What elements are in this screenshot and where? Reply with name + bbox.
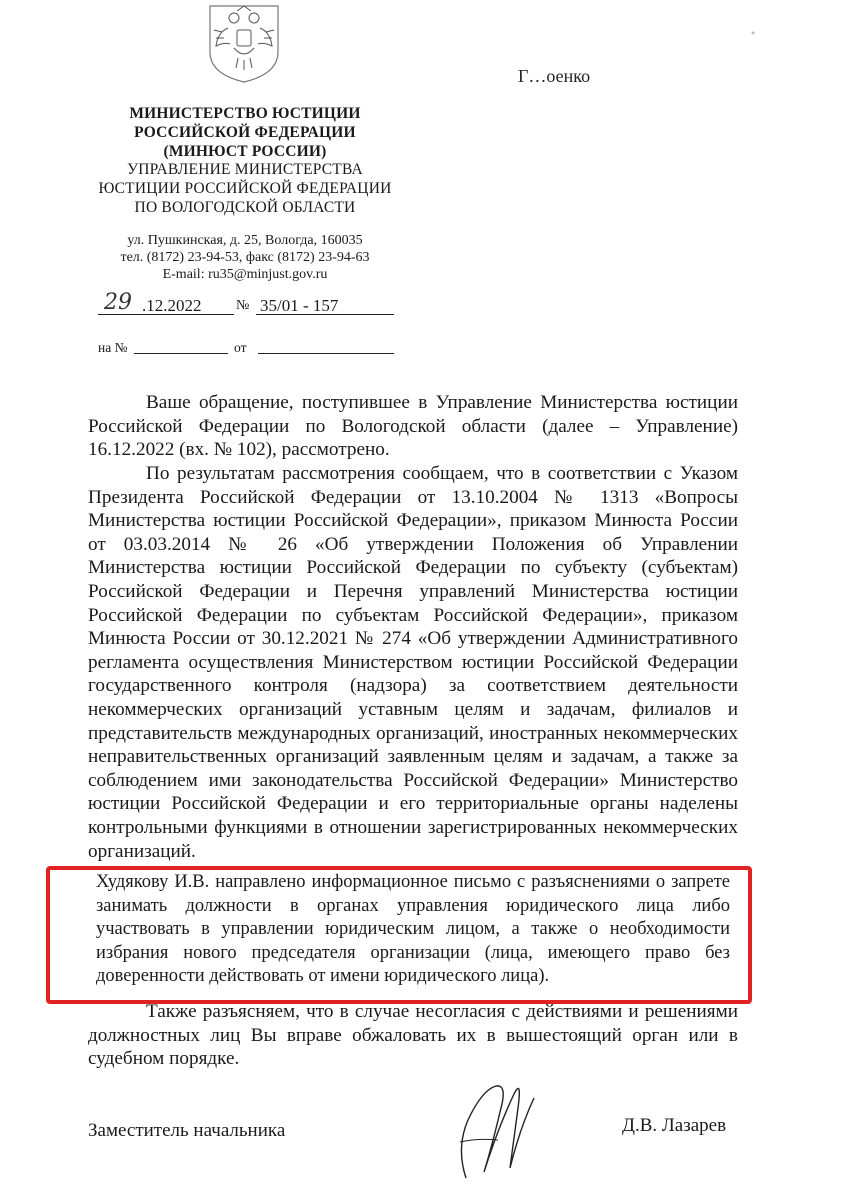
paragraph-2: По результатам рассмотрения сообщаем, что в соответствии с Указом Президента Российской Федерации от 13.10.2004 № 1313 «Вопросы Министерства юстиции Российской Федерации», приказом Минюста России от 03.03.2014 № 26 «Об утверждении Положения об Управлении Министерства юстиции Российской Федерации по субъекту (субъектам) Российской Федерации и Перечня управлений Министерства юстиции Российской Федерации по субъектам Российской Федерации», приказом Минюста России от 30.12.2021 № 274 «Об утверждении Административного регламента осуществления Министерством юстиции Российской Федерации государственного контроля (надзора) за соответствием деятельности некоммерческих организаций уставным целям и задачам, филиалов и представительств международных организаций, иностранных некоммерческих неправительственных организаций заявленным целям и задачам, а также за соблюдением ими законодательства Российской Федерации» Министерство юстиции Российской Федерации и его территориальные органы наделены контрольными функциями в отношении зарегистрированных некоммерческих организаций. [88,463,738,862]
outgoing-number: 35/01 - 157 [260,296,339,315]
recipient-name: Г…оенко [518,66,591,86]
email-line: E-mail: ru35@minjust.gov.ru [162,267,328,282]
contact-details [60,232,430,283]
reference-line: на № от [98,340,398,360]
paragraph-4: Также разъясняем, что в случае несогласия с действиями и решениями должностных лиц Вы вправе обжаловать их в вышестоящий орган или в судебном порядке. [88,1001,738,1070]
outgoing-date: .12.2022 [142,296,202,315]
signer-title: Заместитель начальника [88,1120,286,1141]
paragraph-3-highlighted: Худякову И.В. направлено информационное письмо с разъяснениями о запрете занимать должности в органах управления юридического лица либо участвовать в управлении юридическим лицом, а также о необходимости избрания нового председателя организации (лица, имеющего право без доверенности действовать от имени юридического лица). [96,872,730,987]
phone-line: тел. (8172) 23-94-53, факс (8172) 23-94-63 [120,250,370,265]
outgoing-registration: 29 .12.2022 № 35/01 - 157 [98,294,398,320]
scan-speck [748,28,758,38]
signer-name: Д.В. Лазарев [622,1115,727,1136]
paragraph-1: Ваше обращение, поступившее в Управление Министерства юстиции Российской Федерации по Вологодской области (далее – Управление) 16.12.2022 (вх. № 102), рассмотрено. [88,392,738,461]
coat-of-arms-emblem [204,2,284,84]
ministry-name: МИНИСТЕРСТВО ЮСТИЦИИ РОССИЙСКОЙ ФЕДЕРАЦИИ (МИНЮСТ РОССИИ) [129,105,361,160]
handwritten-signature [438,1068,558,1188]
department-name: УПРАВЛЕНИЕ МИНИСТЕРСТВА ЮСТИЦИИ РОССИЙСКОЙ ФЕДЕРАЦИИ ПО ВОЛОГОДСКОЙ ОБЛАСТИ [98,161,392,216]
address-line: ул. Пушкинская, д. 25, Вологда, 160035 [127,233,363,248]
handwritten-day: 29 [104,290,132,315]
